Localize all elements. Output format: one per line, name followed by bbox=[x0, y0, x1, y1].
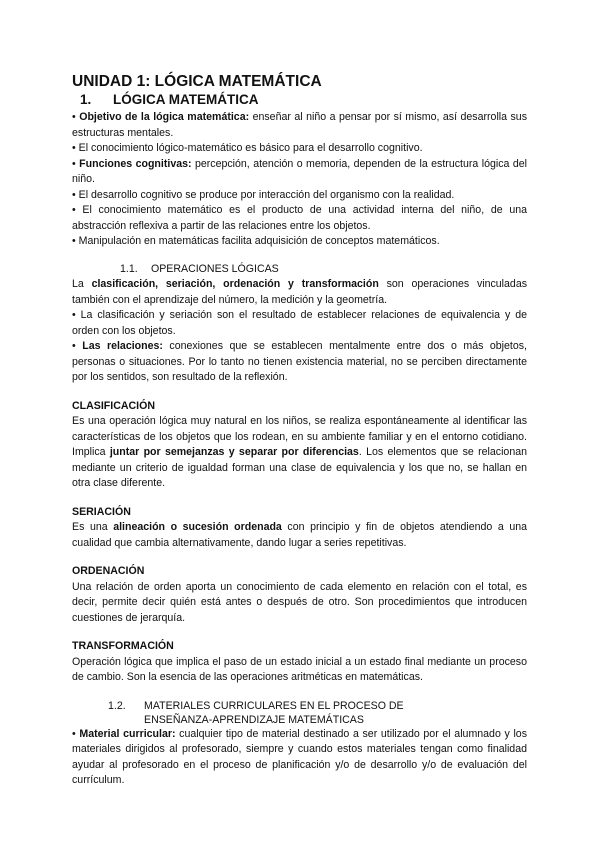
document-page bbox=[72, 72, 527, 789]
bullet-funciones: • Funciones cognitivas: percepción, atención o memoria, dependen de la estructura lógica del niño. bbox=[72, 157, 527, 185]
paragraph-transformacion: Operación lógica que implica el paso de un estado inicial a un estado final mediante un proceso de cambio. Son la esencia de las operaciones aritméticas en matemáticas. bbox=[72, 655, 527, 683]
page-title: UNIDAD 1: LÓGICA MATEMÁTICA bbox=[72, 73, 322, 90]
subsection-number: 1.2. bbox=[108, 699, 126, 712]
bullet-relaciones: • Las relaciones: conexiones que se establecen mentalmente entre dos o más objetos, personas o situaciones. Por lo tanto no tienen existencia material, no se perciben directamente por los sentidos, son resultado de la reflexión. bbox=[72, 340, 527, 383]
heading-ordenacion: ORDENACIÓN bbox=[72, 565, 145, 577]
bullet-conocimiento-matematico: • El conocimiento matemático es el producto de una actividad interna del niño, de una abstracción reflexiva a partir de las relaciones entre los objetos. bbox=[72, 204, 527, 232]
subsection-heading-1-2 bbox=[72, 699, 527, 727]
paragraph-ordenacion: Una relación de orden aporta un conocimiento de cada elemento en relación con el total, es decir, permite decir quién está antes o después de otro. Son procedimientos que introducen cuestiones de jerarquía. bbox=[72, 580, 527, 624]
bullet-desarrollo: • El desarrollo cognitivo se produce por interacción del organismo con la realidad. bbox=[72, 188, 455, 201]
subsection-title: OPERACIONES LÓGICAS bbox=[151, 262, 279, 275]
heading-seriacion: SERIACIÓN bbox=[72, 505, 131, 518]
subsection-title: MATERIALES CURRICULARES EN EL PROCESO DE ENSEÑANZA-APRENDIZAJE MATEMÁTICAS bbox=[144, 699, 404, 726]
section-heading-1 bbox=[72, 91, 527, 108]
subsection-heading-1-1 bbox=[72, 262, 527, 278]
section-title: LÓGICA MATEMÁTICA bbox=[113, 92, 259, 107]
heading-clasificacion: CLASIFICACIÓN bbox=[72, 399, 155, 412]
bullet-objetivo: • Objetivo de la lógica matemática: enseñar al niño a pensar por sí mismo, así desarrolla sus estructuras mentales. bbox=[72, 111, 527, 139]
operaciones-intro: La clasificación, seriación, ordenación y transformación son operaciones vinculadas también con el aprendizaje del número, la medición y la geometría. bbox=[72, 278, 528, 306]
bullet-conocimiento: • El conocimiento lógico-matemático es básico para el desarrollo cognitivo. bbox=[72, 142, 423, 154]
section-number: 1. bbox=[80, 92, 92, 107]
paragraph-seriacion: Es una alineación o sucesión ordenada con principio y fin de objetos atendiendo a una cualidad que cambia alternativamente, dando lugar a series repetitivas. bbox=[72, 521, 527, 549]
heading-transformacion: TRANSFORMACIÓN bbox=[72, 640, 174, 652]
bullet-material-curricular: • Material curricular: cualquier tipo de material destinado a ser utilizado por el alumnado y los materiales dirigidos al profesorado, siempre y cuando estos materiales tengan como finalidad ayudar al profesorado en el proceso de planificación y/o de desarrollo y/o de evaluación del currículum. bbox=[72, 727, 527, 786]
paragraph-clasificacion: Es una operación lógica muy natural en los niños, se realiza espontáneamente al identificar las características de los objetos que los rodean, en su ambiente familiar y en el entorno cotidiano. Implica juntar por semejanzas y separar por diferencias. Los elementos que se relacionan mediante un criterio de igualdad forman una clase de equivalencia y los que no, se hallan en otra clase diferente. bbox=[72, 415, 527, 489]
bullet-clasificacion-seriacion: • La clasificación y seriación son el resultado de establecer relaciones de equivalencia y de orden con los objetos. bbox=[72, 309, 527, 337]
subsection-number: 1.1. bbox=[120, 262, 138, 275]
bullet-manipulacion: • Manipulación en matemáticas facilita adquisición de conceptos matemáticos. bbox=[72, 235, 440, 247]
